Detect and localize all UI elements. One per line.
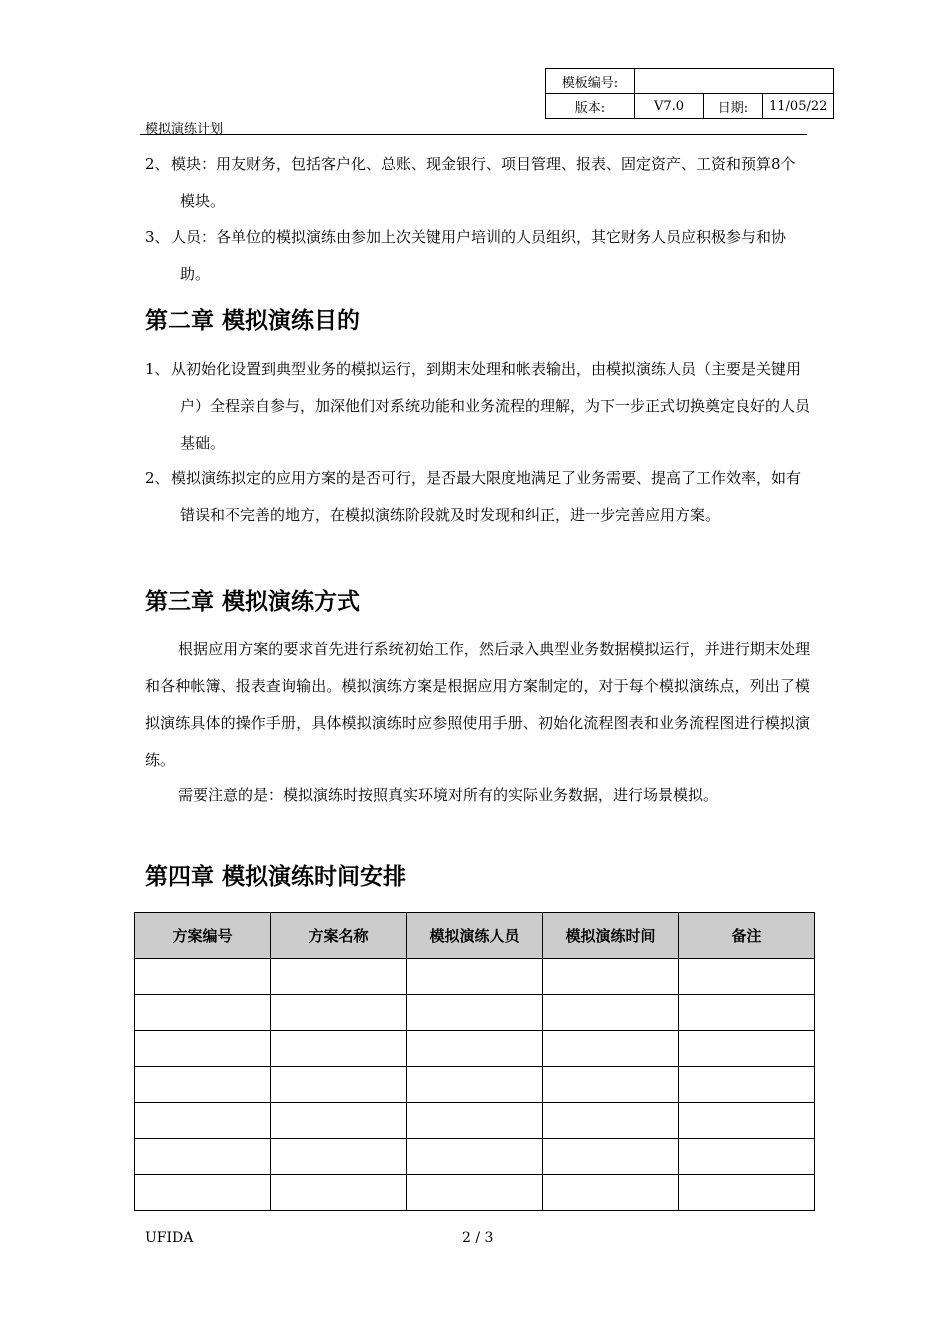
item-number: 1、 xyxy=(145,360,170,378)
table-cell xyxy=(135,959,271,995)
table-cell xyxy=(135,1103,271,1139)
table-cell xyxy=(271,1067,407,1103)
chapter3-paragraph-1: 根据应用方案的要求首先进行系统初始工作，然后录入典型业务数据模拟运行，并进行期末处理和各种帐簿、报表查询输出。模拟演练方案是根据应用方案制定的，对于每个模拟演练点，列出了模拟演练具体的操作手册，具体模拟演练时应参照使用手册、初始化流程图表和业务流程图进行模拟演练。 xyxy=(145,640,810,769)
item-number: 2、 xyxy=(145,155,170,173)
table-header-row xyxy=(135,913,815,959)
table-cell xyxy=(271,995,407,1031)
table-cell xyxy=(679,1103,815,1139)
table-cell xyxy=(543,959,679,995)
table-cell xyxy=(543,1175,679,1211)
chapter2-item-2 xyxy=(145,460,810,534)
table-cell xyxy=(679,1175,815,1211)
table-cell xyxy=(679,959,815,995)
footer-page-number: 2 / 3 xyxy=(462,1230,494,1246)
column-header: 方案编号 xyxy=(135,913,271,959)
table-cell xyxy=(679,1139,815,1175)
table-row xyxy=(135,959,815,995)
table-row xyxy=(135,1031,815,1067)
table-cell xyxy=(543,995,679,1031)
table-cell xyxy=(679,1067,815,1103)
table-cell xyxy=(271,1175,407,1211)
table-row xyxy=(135,995,815,1031)
chapter2-item-1 xyxy=(145,351,810,462)
table-cell xyxy=(407,1067,543,1103)
table-cell xyxy=(271,1103,407,1139)
date-label: 日期: xyxy=(704,94,763,119)
item-number: 2、 xyxy=(145,469,170,487)
chapter2-heading: 第二章 模拟演练目的 xyxy=(145,308,361,334)
table-cell xyxy=(135,995,271,1031)
table-cell xyxy=(543,1067,679,1103)
table-cell xyxy=(407,1175,543,1211)
table-cell xyxy=(679,1031,815,1067)
footer-company: UFIDA xyxy=(145,1230,194,1246)
table-cell xyxy=(135,1031,271,1067)
table-cell xyxy=(135,1175,271,1211)
table-cell xyxy=(407,995,543,1031)
schedule-table xyxy=(134,912,815,1211)
template-no-value xyxy=(635,69,834,94)
item-text: 从初始化设置到典型业务的模拟运行，到期末处理和帐表输出，由模拟演练人员（主要是关键用户）全程亲自参与，加深他们对系统功能和业务流程的理解，为下一步正式切换奠定良好的人员基础。 xyxy=(171,360,811,452)
table-cell xyxy=(271,1139,407,1175)
intro-item-staff xyxy=(145,219,810,293)
table-row xyxy=(135,1067,815,1103)
version-value: V7.0 xyxy=(635,94,704,119)
table-row xyxy=(135,1175,815,1211)
chapter4-heading: 第四章 模拟演练时间安排 xyxy=(145,864,407,890)
intro-item-modules xyxy=(145,146,810,220)
column-header: 方案名称 xyxy=(271,913,407,959)
table-cell xyxy=(543,1103,679,1139)
document-title: 模拟演练计划 xyxy=(145,122,224,137)
table-cell xyxy=(135,1139,271,1175)
table-cell xyxy=(271,1031,407,1067)
header-info-table xyxy=(545,68,834,119)
column-header: 备注 xyxy=(679,913,815,959)
table-row xyxy=(135,1103,815,1139)
column-header: 模拟演练时间 xyxy=(543,913,679,959)
table-cell xyxy=(135,1067,271,1103)
table-cell xyxy=(407,959,543,995)
item-text: 模块：用友财务，包括客户化、总账、现金银行、项目管理、报表、固定资产、工资和预算8个模块。 xyxy=(171,155,796,210)
table-row xyxy=(135,1139,815,1175)
chapter3-heading: 第三章 模拟演练方式 xyxy=(145,589,361,615)
table-cell xyxy=(407,1139,543,1175)
item-text: 人员：各单位的模拟演练由参加上次关键用户培训的人员组织，其它财务人员应积极参与和协助。 xyxy=(171,228,787,283)
item-text: 模拟演练拟定的应用方案的是否可行，是否最大限度地满足了业务需要、提高了工作效率，如有错误和不完善的地方，在模拟演练阶段就及时发现和纠正，进一步完善应用方案。 xyxy=(171,469,802,524)
table-cell xyxy=(543,1139,679,1175)
column-header: 模拟演练人员 xyxy=(407,913,543,959)
date-value: 11/05/22 xyxy=(763,94,834,119)
table-cell xyxy=(679,995,815,1031)
chapter3-paragraph-2: 需要注意的是：模拟演练时按照真实环境对所有的实际业务数据，进行场景模拟。 xyxy=(178,786,719,804)
table-cell xyxy=(407,1103,543,1139)
table-cell xyxy=(271,959,407,995)
table-cell xyxy=(543,1031,679,1067)
template-no-label: 模板编号: xyxy=(546,69,635,94)
version-label: 版本: xyxy=(546,94,635,119)
item-number: 3、 xyxy=(145,228,170,246)
header-divider xyxy=(140,134,807,135)
table-cell xyxy=(407,1031,543,1067)
